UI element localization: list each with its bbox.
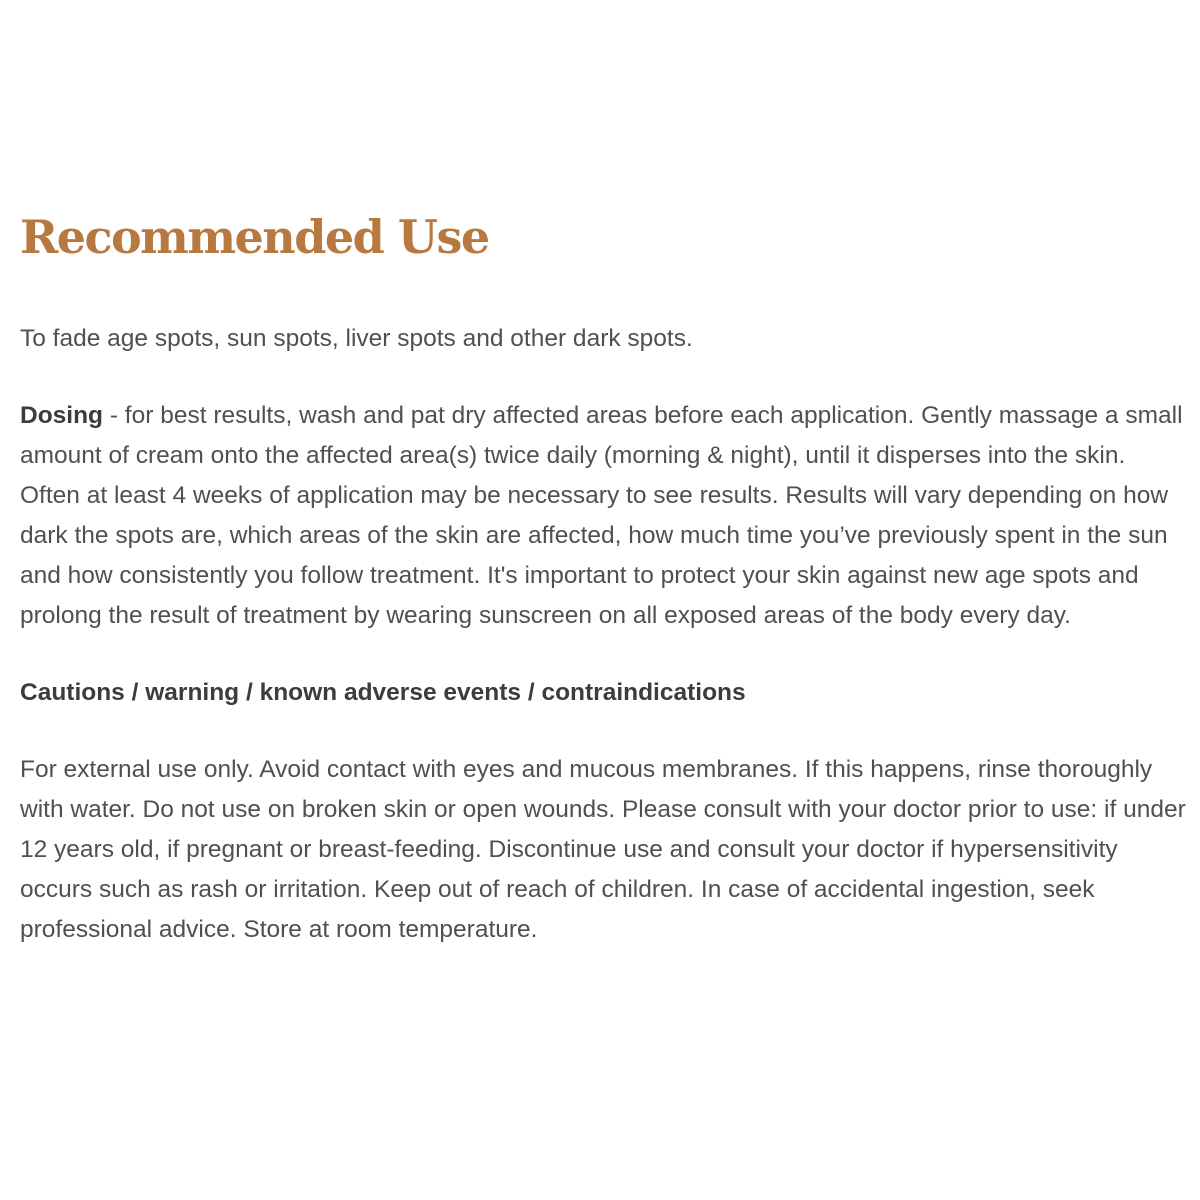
dosing-text: - for best results, wash and pat dry affected areas before each application. Gently massage a small amount of cream onto the affected area(s) twice daily (morning & night), until it disperses into the skin. Often at least 4 weeks of application may be necessary to see results. Results will vary depending on how dark the spots are, which areas of the skin are affected, how much time you’ve previously spent in the sun and how consistently you follow treatment. It's important to protect your skin against new age spots and prolong the result of treatment by wearing sunscreen on all exposed areas of the body every day. <box>20 402 1183 629</box>
intro-paragraph: To fade age spots, sun spots, liver spots and other dark spots. <box>20 325 693 352</box>
dosing-label: Dosing <box>20 402 104 429</box>
dosing-paragraph <box>20 396 1190 636</box>
cautions-heading: Cautions / warning / known adverse events / contraindications <box>20 679 746 706</box>
recommended-use-section <box>20 205 1190 950</box>
cautions-paragraph: For external use only. Avoid contact with eyes and mucous membranes. If this happens, rinse thoroughly with water. Do not use on broken skin or open wounds. Please consult with your doctor prior to use: if under 12 years old, if pregnant or breast-feeding. Discontinue use and consult your doctor if hypersensitivity occurs such as rash or irritation. Keep out of reach of children. In case of accidental ingestion, seek professional advice. Store at room temperature. <box>20 756 1186 943</box>
page-title: Recommended Use <box>20 210 489 264</box>
